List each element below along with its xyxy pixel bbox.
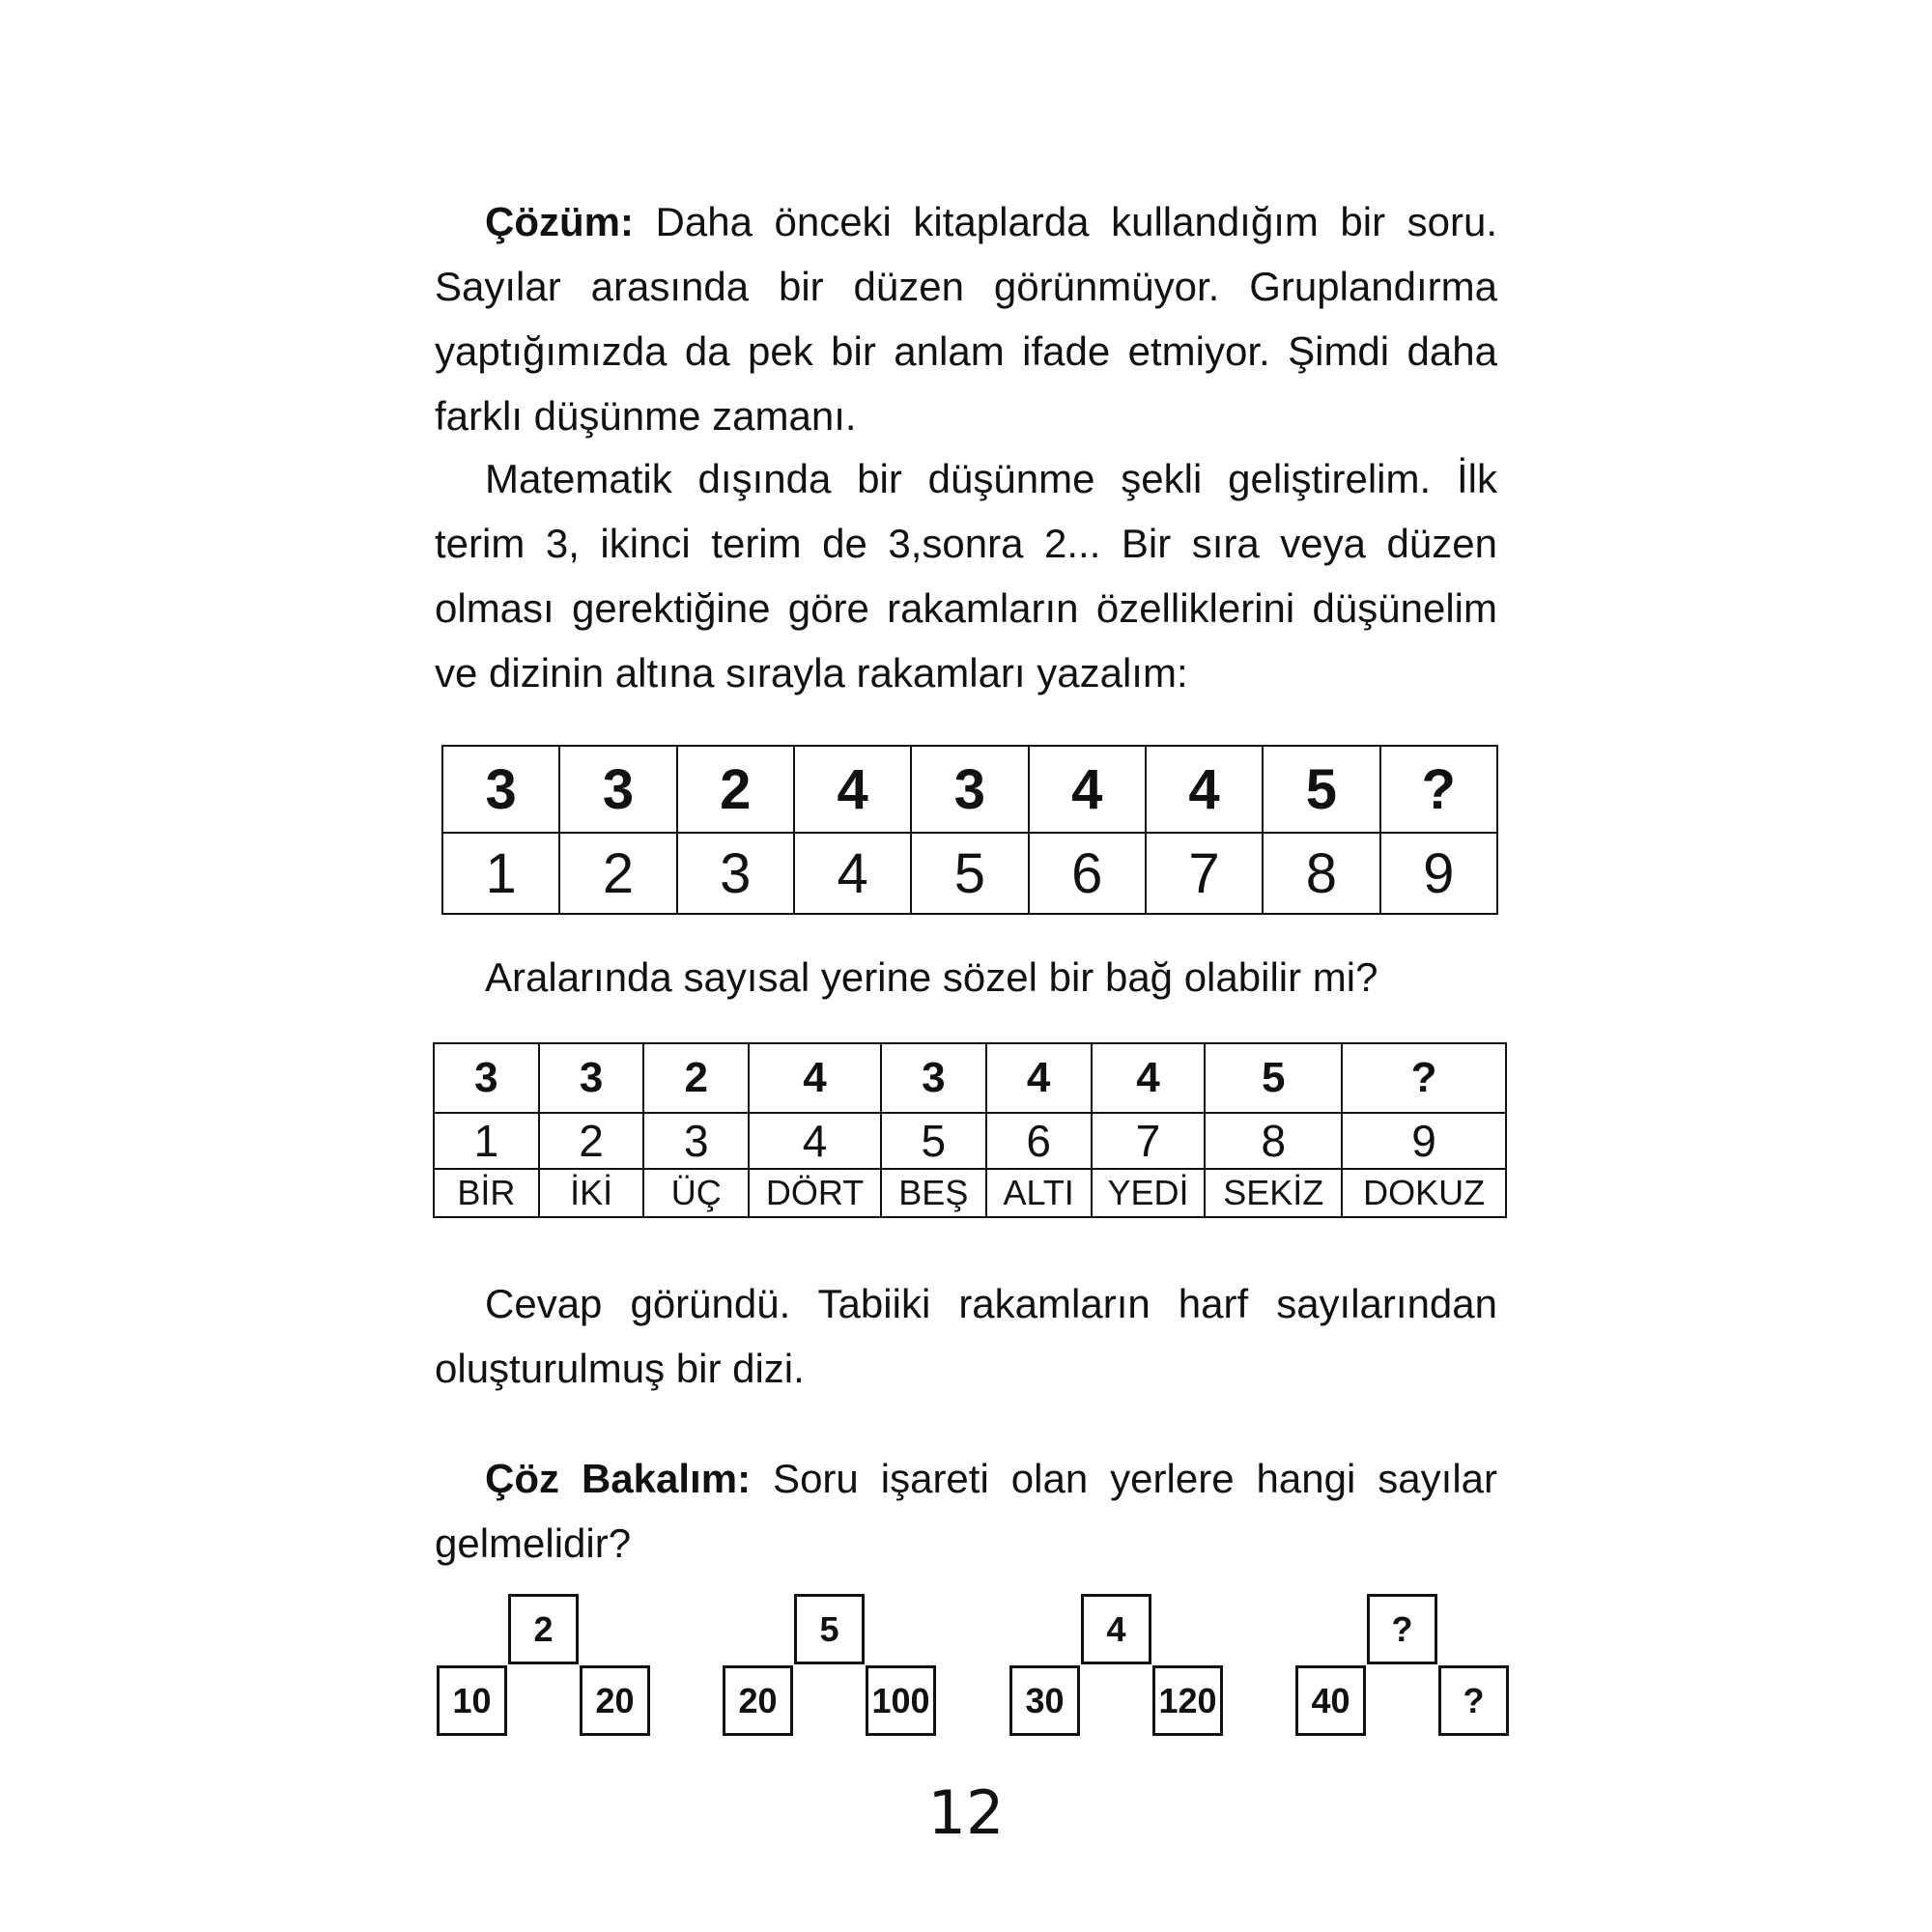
puzzle-left-box: 10 xyxy=(437,1665,507,1736)
sequence-words-table xyxy=(433,1042,1507,1218)
word-cell: BEŞ xyxy=(881,1169,986,1217)
puzzle-right-box: 100 xyxy=(866,1665,936,1736)
puzzle-right-box: ? xyxy=(1438,1665,1509,1736)
puzzle-top-box: 5 xyxy=(794,1594,865,1664)
exercise-text: Soru işareti olan yerlere hangi sayılar gelmelidir? xyxy=(435,1456,1497,1566)
index-cell: 6 xyxy=(1029,833,1146,914)
index-cell: 8 xyxy=(1263,833,1379,914)
index-cell: 3 xyxy=(677,833,794,914)
word-cell: SEKİZ xyxy=(1205,1169,1342,1217)
sequence-cell: 3 xyxy=(442,746,559,833)
sequence-cell: 2 xyxy=(643,1043,749,1113)
solution-paragraph-1 xyxy=(435,189,1497,448)
sequence-table xyxy=(441,745,1498,915)
sequence-cell: 3 xyxy=(539,1043,644,1113)
sequence-row xyxy=(442,746,1497,833)
index-cell: 9 xyxy=(1342,1113,1506,1169)
puzzle-top-box: 2 xyxy=(508,1594,579,1664)
index-cell: 8 xyxy=(1205,1113,1342,1169)
sequence-cell: 4 xyxy=(1092,1043,1206,1113)
puzzle-right-box: 120 xyxy=(1152,1665,1223,1736)
index-cell: 5 xyxy=(881,1113,986,1169)
puzzle-right-box: 20 xyxy=(580,1665,650,1736)
question-paragraph: Aralarında sayısal yerine sözel bir bağ olabilir mi? xyxy=(485,954,1378,1000)
page-number: 12 xyxy=(927,1777,1005,1848)
sequence-row xyxy=(434,1043,1506,1113)
sequence-cell: 5 xyxy=(1205,1043,1342,1113)
sequence-cell: 4 xyxy=(986,1043,1092,1113)
exercise-label: Çöz Bakalım: xyxy=(485,1456,752,1501)
sequence-cell: 4 xyxy=(1146,746,1263,833)
index-cell: 7 xyxy=(1146,833,1263,914)
word-cell: İKİ xyxy=(539,1169,644,1217)
index-cell: 5 xyxy=(911,833,1028,914)
puzzle-left-box: 40 xyxy=(1295,1665,1366,1736)
index-cell: 7 xyxy=(1092,1113,1206,1169)
sequence-cell: ? xyxy=(1380,746,1498,833)
puzzle-left-box: 30 xyxy=(1009,1665,1080,1736)
index-cell: 4 xyxy=(794,833,911,914)
solution-label: Çözüm: xyxy=(485,199,634,244)
answer-paragraph: Cevap göründü. Tabiiki rakamların harf sayılarından oluşturulmuş bir dizi. xyxy=(435,1281,1497,1391)
word-cell: ALTI xyxy=(986,1169,1092,1217)
sequence-cell: ? xyxy=(1342,1043,1506,1113)
solution-text-1: Daha önceki kitaplarda kullandığım bir soru. Sayılar arasında bir düzen görünmüyor. Gruplandırma yaptığımızda da pek bir anlam ifade etmiyor. Şimdi daha farklı düşünme zamanı. xyxy=(435,199,1497,439)
sequence-cell: 3 xyxy=(881,1043,986,1113)
index-cell: 6 xyxy=(986,1113,1092,1169)
puzzle-top-box: ? xyxy=(1367,1594,1437,1664)
sequence-cell: 4 xyxy=(1029,746,1146,833)
puzzle-2 xyxy=(723,1594,941,1744)
index-cell: 1 xyxy=(442,833,559,914)
sequence-cell: 4 xyxy=(794,746,911,833)
puzzle-left-box: 20 xyxy=(723,1665,793,1736)
index-cell: 3 xyxy=(643,1113,749,1169)
word-cell: DOKUZ xyxy=(1342,1169,1506,1217)
index-row xyxy=(442,833,1497,914)
sequence-cell: 3 xyxy=(559,746,676,833)
word-cell: DÖRT xyxy=(749,1169,881,1217)
word-cell: ÜÇ xyxy=(643,1169,749,1217)
sequence-cell: 2 xyxy=(677,746,794,833)
puzzle-top-box: 4 xyxy=(1081,1594,1151,1664)
sequence-cell: 4 xyxy=(749,1043,881,1113)
exercise-paragraph xyxy=(435,1446,1497,1576)
sequence-cell: 3 xyxy=(434,1043,539,1113)
puzzle-3 xyxy=(1009,1594,1228,1744)
sequence-cell: 3 xyxy=(911,746,1028,833)
index-row xyxy=(434,1113,1506,1169)
solution-paragraph-2: Matematik dışında bir düşünme şekli geliştirelim. İlk terim 3, ikinci terim de 3,sonra 2... Bir sıra veya düzen olması gerektiğine göre rakamların özelliklerini düşünelim ve dizinin altına sırayla rakamları yazalım: xyxy=(435,456,1497,696)
puzzle-4 xyxy=(1295,1594,1514,1744)
index-cell: 4 xyxy=(749,1113,881,1169)
puzzle-1 xyxy=(437,1594,655,1744)
index-cell: 2 xyxy=(539,1113,644,1169)
index-cell: 9 xyxy=(1380,833,1498,914)
sequence-cell: 5 xyxy=(1263,746,1379,833)
word-cell: YEDİ xyxy=(1092,1169,1206,1217)
word-cell: BİR xyxy=(434,1169,539,1217)
index-cell: 1 xyxy=(434,1113,539,1169)
index-cell: 2 xyxy=(559,833,676,914)
word-row xyxy=(434,1169,1506,1217)
